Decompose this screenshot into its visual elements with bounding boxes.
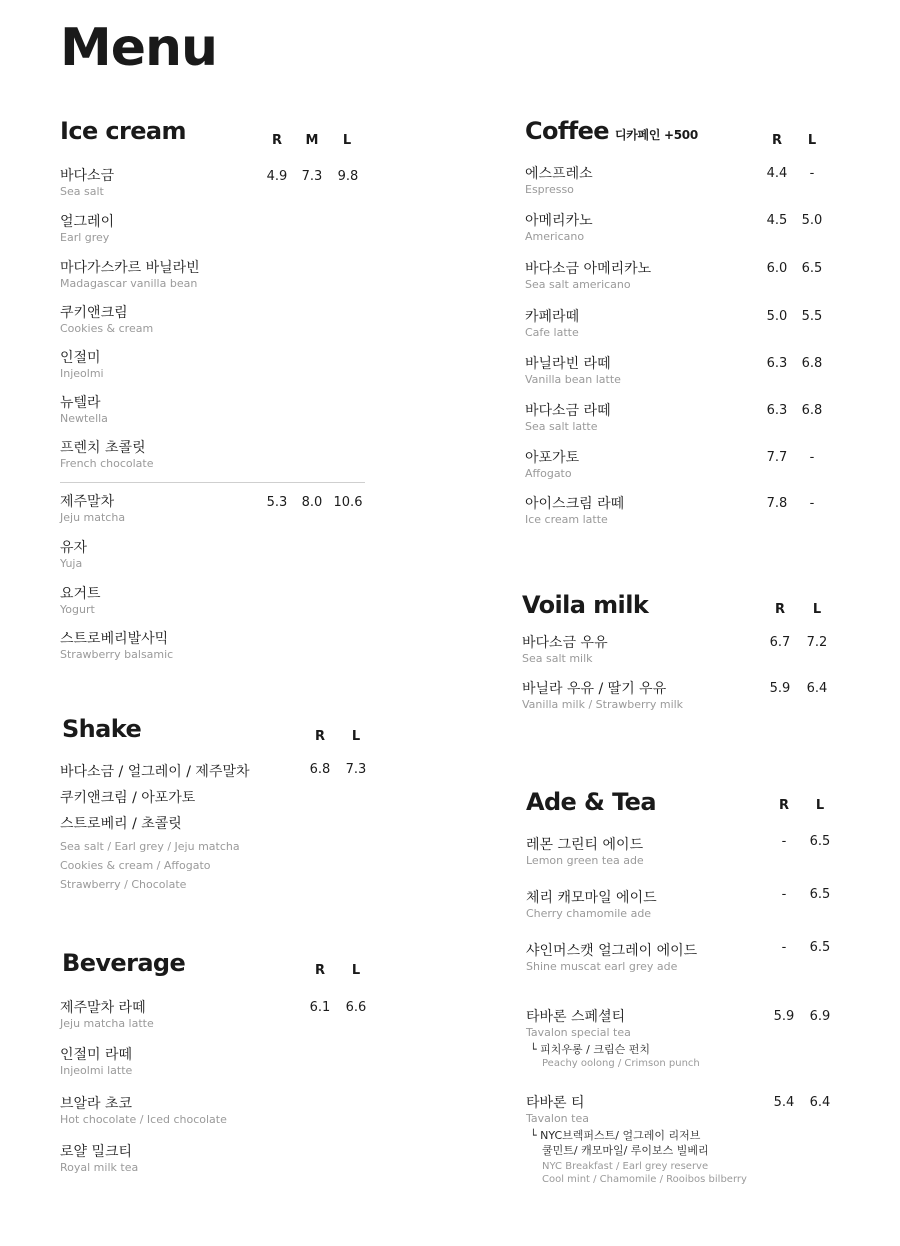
menu-item	[525, 449, 765, 481]
item-name-ko: 얼그레이	[60, 214, 115, 230]
menu-item	[525, 165, 765, 197]
item-name-ko: 바닐라 우유 / 딸기 우유	[522, 681, 667, 697]
item-name-ko: 바다소금 아메리카노	[525, 261, 652, 277]
item-price-r: -	[781, 887, 787, 902]
beverage-price-l: 6.6	[345, 1000, 367, 1015]
ade-tea-size-r: R	[778, 798, 789, 813]
item-name-en: Cafe latte	[525, 326, 579, 339]
ice-cream-group1-price-r: 4.9	[266, 169, 288, 184]
menu-item	[60, 493, 460, 525]
menu-title: Menu	[60, 18, 218, 78]
shake-price-l: 7.3	[345, 762, 367, 777]
beverage-size-l: L	[351, 963, 361, 978]
menu-item	[60, 539, 460, 571]
item-name-en: Cherry chamomile ade	[526, 907, 652, 920]
item-name-en: Tavalon tea	[526, 1112, 589, 1125]
item-price-r: 6.3	[766, 403, 788, 418]
item-name-ko: 인절미	[60, 350, 101, 366]
menu-item	[60, 167, 460, 199]
item-name-en: Americano	[525, 230, 585, 243]
item-name-ko: 아메리카노	[525, 213, 593, 229]
item-name-en: Ice cream latte	[525, 513, 608, 526]
voila-milk-heading: Voila milk	[522, 591, 649, 619]
ade-tea-size-l: L	[815, 798, 825, 813]
item-price-r: 6.3	[766, 356, 788, 371]
item-name-en: Hot chocolate / Iced chocolate	[60, 1113, 227, 1126]
item-name-ko: 제주말차	[60, 494, 115, 510]
ice-cream-group2-price-r: 5.3	[266, 495, 288, 510]
shake-price-r: 6.8	[309, 762, 331, 777]
item-price-r: 5.9	[769, 681, 791, 696]
item-name-ko: 타바론 스페셜티	[526, 1009, 626, 1025]
ice-cream-group2-price-l: 10.6	[333, 495, 363, 510]
item-price-r: 5.9	[773, 1009, 795, 1024]
item-name-en: French chocolate	[60, 457, 154, 470]
item-price-r: 5.0	[766, 309, 788, 324]
menu-item	[525, 495, 765, 527]
item-name-en: Strawberry balsamic	[60, 648, 174, 661]
shake-heading: Shake	[62, 715, 142, 743]
menu-item	[525, 402, 765, 434]
item-price-r: 7.8	[766, 496, 788, 511]
item-price-l: 5.5	[801, 309, 823, 324]
menu-item	[60, 1143, 460, 1175]
ice-cream-heading: Ice cream	[60, 117, 186, 145]
item-name-ko: 체리 캐모마일 에이드	[526, 890, 657, 906]
shake-line-ko: 스트로베리 / 초콜릿	[60, 816, 182, 832]
item-name-en: Sea salt milk	[522, 652, 593, 665]
item-name-ko: 유자	[60, 540, 88, 556]
item-name-ko: 샤인머스캣 얼그레이 에이드	[526, 943, 698, 959]
item-name-en: Shine muscat earl grey ade	[526, 960, 678, 973]
item-name-en: Cookies & cream	[60, 322, 154, 335]
item-sub-ko: 쿨민트/ 캐모마일/ 루이보스 빌베리	[542, 1144, 709, 1157]
item-name-en: Yogurt	[60, 603, 95, 616]
beverage-size-r: R	[314, 963, 325, 978]
ice-cream-group1-price-m: 7.3	[301, 169, 323, 184]
menu-item	[522, 634, 762, 666]
ice-cream-divider	[60, 482, 365, 483]
item-name-ko: 바다소금	[60, 168, 115, 184]
item-name-ko: 인절미 라떼	[60, 1047, 133, 1063]
item-name-en: Espresso	[525, 183, 574, 196]
item-price-l: 7.2	[806, 635, 828, 650]
shake-line-ko: 바다소금 / 얼그레이 / 제주말차	[60, 764, 250, 780]
item-sub-en: NYC Breakfast / Earl grey reserve	[542, 1161, 709, 1172]
item-name-ko: 바다소금 라떼	[525, 403, 611, 419]
item-name-en: Jeju matcha	[60, 511, 126, 524]
menu-item	[526, 942, 766, 974]
item-price-r: 4.5	[766, 213, 788, 228]
item-name-ko: 에스프레소	[525, 166, 593, 182]
item-name-en: Vanilla milk / Strawberry milk	[522, 698, 684, 711]
item-name-en: Earl grey	[60, 231, 110, 244]
ice-cream-size-r: R	[271, 133, 282, 148]
item-name-ko: 바다소금 우유	[522, 635, 608, 651]
item-name-en: Sea salt	[60, 185, 104, 198]
menu-item	[525, 212, 765, 244]
menu-item	[60, 213, 460, 245]
item-price-r: 4.4	[766, 166, 788, 181]
item-name-en: Newtella	[60, 412, 108, 425]
beverage-heading: Beverage	[62, 949, 186, 977]
menu-item	[526, 836, 766, 868]
menu-item	[60, 439, 460, 471]
shake-line-en: Cookies & cream / Affogato	[60, 859, 211, 872]
item-price-r: -	[781, 834, 787, 849]
item-price-l: 6.5	[809, 940, 831, 955]
item-sub-ko: └ NYC브렉퍼스트/ 얼그레이 리저브	[530, 1129, 701, 1142]
item-name-ko: 타바론 티	[526, 1095, 585, 1111]
shake-flavors-ko	[60, 761, 250, 835]
menu-item	[60, 394, 460, 426]
voila-milk-size-l: L	[812, 602, 822, 617]
item-name-ko: 브알라 초코	[60, 1096, 133, 1112]
coffee-size-r: R	[771, 133, 782, 148]
coffee-heading	[525, 118, 698, 144]
shake-line-en: Sea salt / Earl grey / Jeju matcha	[60, 840, 240, 853]
item-name-en: Tavalon special tea	[526, 1026, 631, 1039]
menu-item	[525, 355, 765, 387]
item-name-en: Affogato	[525, 467, 572, 480]
menu-item	[525, 260, 765, 292]
item-name-en: Jeju matcha latte	[60, 1017, 154, 1030]
shake-line-en: Strawberry / Chocolate	[60, 878, 187, 891]
item-price-l: 6.9	[809, 1009, 831, 1024]
item-price-l: -	[809, 496, 815, 511]
item-name-ko: 카페라떼	[525, 309, 580, 325]
coffee-title: Coffee	[525, 117, 609, 145]
item-sub-en: Peachy oolong / Crimson punch	[542, 1058, 700, 1069]
ice-cream-size-l: L	[342, 133, 352, 148]
item-name-ko: 뉴텔라	[60, 395, 101, 411]
item-name-ko: 로얄 밀크티	[60, 1144, 133, 1160]
ade-tea-heading: Ade & Tea	[526, 788, 656, 816]
item-name-en: Injeolmi latte	[60, 1064, 133, 1077]
item-name-en: Royal milk tea	[60, 1161, 139, 1174]
menu-item	[60, 349, 460, 381]
item-name-en: Sea salt americano	[525, 278, 631, 291]
item-price-r: 5.4	[773, 1095, 795, 1110]
item-price-r: 6.0	[766, 261, 788, 276]
item-name-ko: 쿠키앤크림	[60, 305, 128, 321]
item-price-l: 6.4	[809, 1095, 831, 1110]
item-name-en: Madagascar vanilla bean	[60, 277, 198, 290]
menu-item	[526, 889, 766, 921]
item-name-ko: 프렌치 초콜릿	[60, 440, 146, 456]
item-name-ko: 레몬 그린티 에이드	[526, 837, 644, 853]
menu-item	[60, 304, 460, 336]
ice-cream-size-m: M	[305, 133, 319, 148]
ice-cream-group1-price-l: 9.8	[337, 169, 359, 184]
item-sub-en: Cool mint / Chamomile / Rooibos bilberry	[542, 1174, 747, 1185]
shake-line-ko: 쿠키앤크림 / 아포가토	[60, 790, 196, 806]
item-price-r: 7.7	[766, 450, 788, 465]
coffee-size-l: L	[807, 133, 817, 148]
item-price-l: 6.8	[801, 356, 823, 371]
menu-item	[522, 680, 762, 712]
menu-item	[60, 585, 460, 617]
menu-item	[60, 999, 460, 1031]
menu-item	[60, 1095, 460, 1127]
item-name-ko: 아이스크림 라떼	[525, 496, 625, 512]
item-price-l: 5.0	[801, 213, 823, 228]
ice-cream-group2-price-m: 8.0	[301, 495, 323, 510]
item-price-l: 6.5	[809, 887, 831, 902]
item-name-ko: 스트로베리발사믹	[60, 631, 169, 647]
item-name-ko: 바닐라빈 라떼	[525, 356, 611, 372]
item-price-l: 6.4	[806, 681, 828, 696]
item-name-ko: 제주말차 라떼	[60, 1000, 146, 1016]
beverage-price-r: 6.1	[309, 1000, 331, 1015]
item-name-en: Vanilla bean latte	[525, 373, 621, 386]
menu-item	[525, 308, 765, 340]
item-price-l: -	[809, 450, 815, 465]
item-name-ko: 아포가토	[525, 450, 580, 466]
item-name-ko: 마다가스카르 바닐라빈	[60, 260, 200, 276]
shake-size-r: R	[314, 729, 325, 744]
item-price-l: -	[809, 166, 815, 181]
shake-size-l: L	[351, 729, 361, 744]
menu-item	[526, 1008, 766, 1070]
item-price-r: 6.7	[769, 635, 791, 650]
item-price-r: -	[781, 940, 787, 955]
item-price-l: 6.8	[801, 403, 823, 418]
item-name-en: Injeolmi	[60, 367, 104, 380]
voila-milk-size-r: R	[774, 602, 785, 617]
item-name-en: Yuja	[60, 557, 83, 570]
menu-item	[60, 259, 460, 291]
item-sub-ko: └ 피치우롱 / 크림슨 펀치	[530, 1043, 650, 1056]
menu-item	[60, 1046, 460, 1078]
item-name-ko: 요거트	[60, 586, 101, 602]
menu-item	[526, 1094, 766, 1186]
item-price-l: 6.5	[809, 834, 831, 849]
coffee-decaf-note: 디카페인 +500	[614, 128, 698, 142]
menu-item	[60, 630, 460, 662]
item-name-en: Lemon green tea ade	[526, 854, 644, 867]
item-name-en: Sea salt latte	[525, 420, 598, 433]
shake-flavors-en	[60, 837, 240, 894]
item-price-l: 6.5	[801, 261, 823, 276]
